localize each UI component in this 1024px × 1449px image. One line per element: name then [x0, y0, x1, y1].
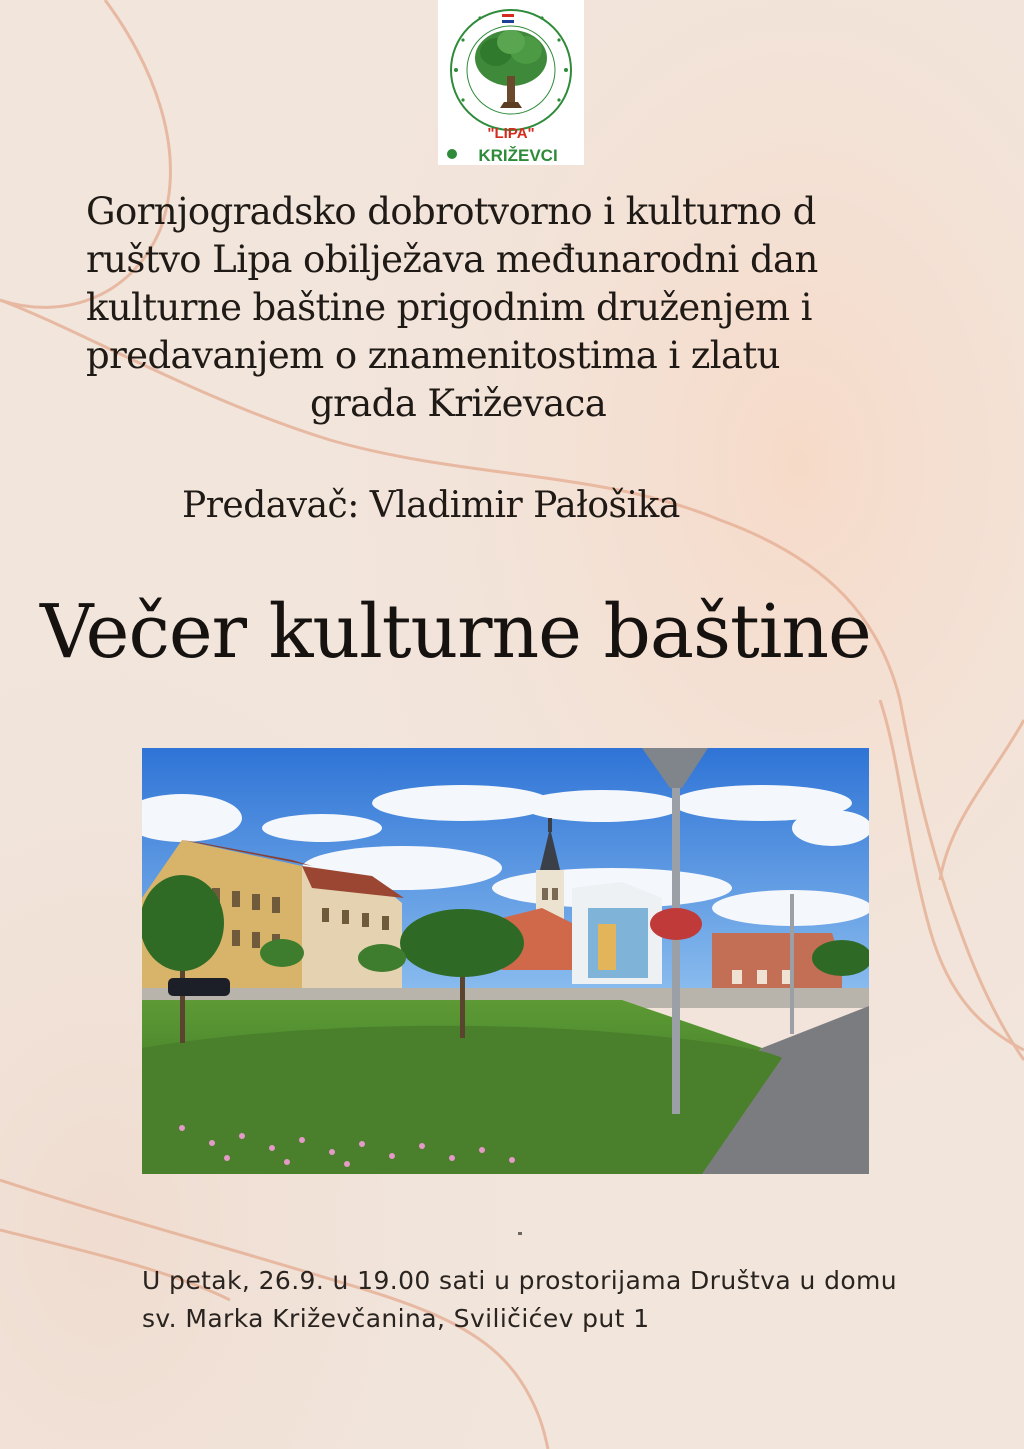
intro-line: Gornjogradsko dobrotvorno i kulturno d [86, 190, 816, 233]
details-line: sv. Marka Križevčanina, Sviličićev put 1 [142, 1304, 650, 1333]
intro-line: kulturne baštine prigodnim druženjem i [86, 286, 812, 329]
event-title: Večer kulturne baštine [40, 589, 871, 675]
intro-line: predavanjem o znamenitostima i zlatu [86, 334, 780, 377]
logo-city: KRIŽEVCI [478, 146, 558, 165]
intro-line: ruštvo Lipa obilježava međunarodni dan [86, 238, 818, 281]
intro-text [86, 188, 916, 428]
lipa-logo [438, 0, 584, 165]
separator-dot [518, 1232, 522, 1235]
town-square-photo [142, 748, 869, 1174]
lecturer: Predavač: Vladimir Pałošika [182, 485, 680, 526]
details-line: U petak, 26.9. u 19.00 sati u prostorijama Društva u domu [142, 1266, 898, 1295]
event-details [142, 1262, 1012, 1338]
intro-line: grada Križevaca [310, 382, 607, 425]
logo-name: "LIPA" [487, 125, 535, 142]
